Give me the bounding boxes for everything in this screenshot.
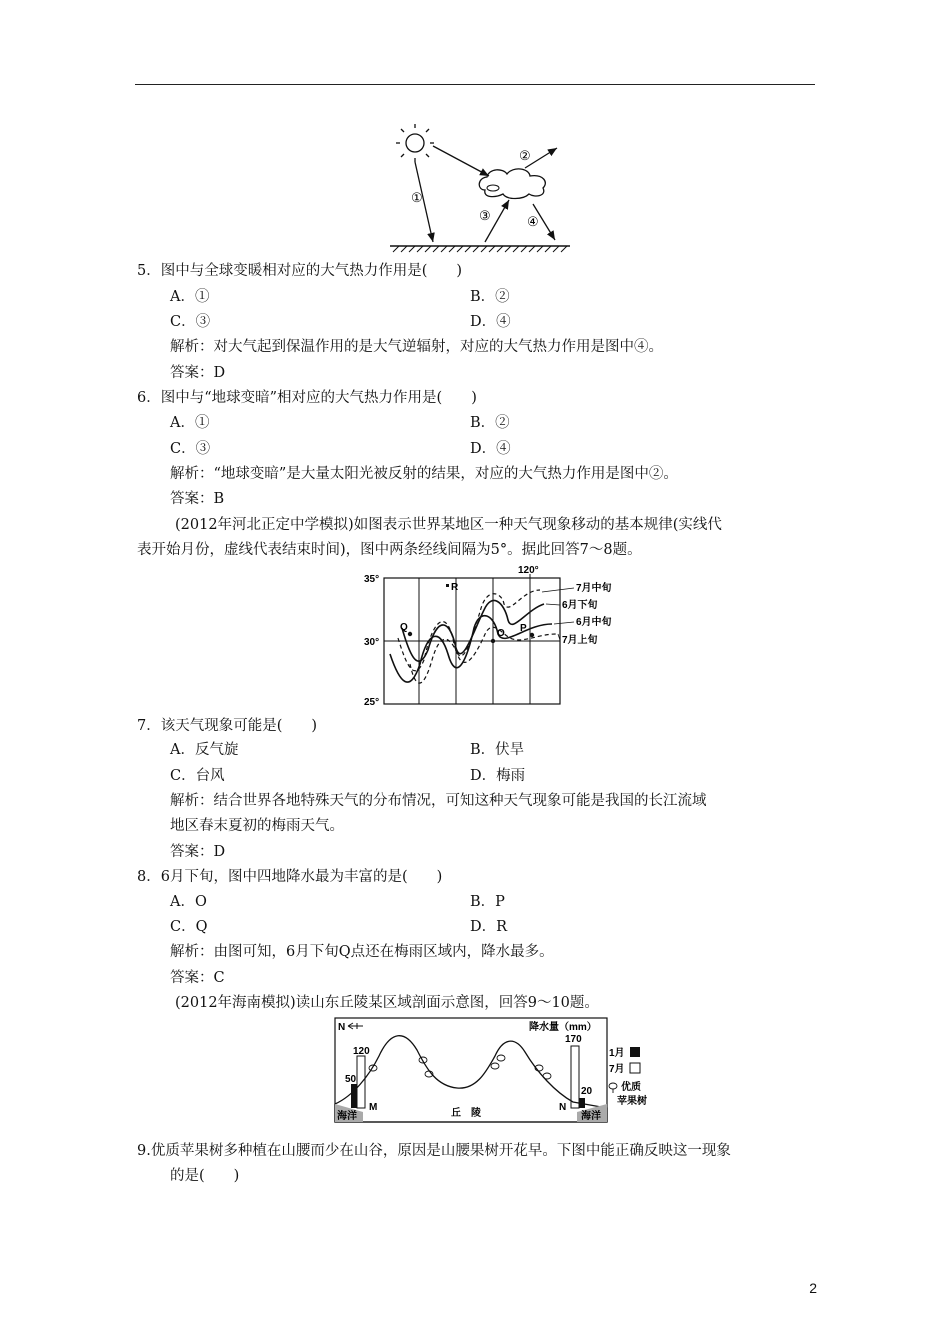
q6-stem: 6．图中与“地球变暗”相对应的大气热力作用是( ) bbox=[137, 390, 477, 406]
q8-answer: 答案：C bbox=[170, 970, 225, 986]
lat-25: 25° bbox=[364, 697, 380, 708]
q6-option-a[interactable]: A．① bbox=[170, 415, 210, 431]
point-o: O bbox=[497, 628, 505, 639]
q6-analysis: 解析：“地球变暗”是大量太阳光被反射的结果，对应的大气热力作用是图中②。 bbox=[170, 466, 678, 482]
page-number: 2 bbox=[809, 1280, 817, 1296]
q6-answer: 答案：B bbox=[170, 491, 225, 507]
legend-apple-1: 优质 bbox=[621, 1082, 641, 1093]
q7-stem: 7．该天气现象可能是( ) bbox=[137, 718, 318, 734]
lat-35: 35° bbox=[364, 574, 380, 585]
q8-option-d[interactable]: D．R bbox=[470, 919, 508, 935]
ground bbox=[390, 246, 570, 252]
point-p: P bbox=[520, 623, 527, 634]
q5-option-a[interactable]: A．① bbox=[170, 289, 210, 305]
q8-option-b[interactable]: B．P bbox=[470, 894, 505, 910]
hills-label: 丘 陵 bbox=[451, 1108, 481, 1119]
q7-analysis-line2: 地区春末夏初的梅雨天气。 bbox=[170, 818, 344, 834]
label-2: ② bbox=[519, 148, 531, 163]
left-value-120: 120 bbox=[353, 1046, 370, 1057]
q6-option-b[interactable]: B．② bbox=[470, 415, 510, 431]
q5-option-c[interactable]: C．③ bbox=[170, 314, 211, 330]
q6-option-d[interactable]: D．④ bbox=[470, 441, 511, 457]
q7-analysis-line1: 解析：结合世界各地特殊天气的分布情况，可知这种天气现象可能是我国的长江流域 bbox=[170, 793, 707, 809]
intro-7-8-line2: 表开始月份，虚线代表结束时间)，图中两条经线间隔为5°。据此回答7～8题。 bbox=[137, 542, 642, 558]
sea-left: 海洋 bbox=[337, 1111, 357, 1122]
apple-tree-legend-icon bbox=[609, 1083, 617, 1093]
q5-stem: 5．图中与全球变暖相对应的大气热力作用是( ) bbox=[137, 263, 463, 279]
right-value-20: 20 bbox=[581, 1086, 593, 1097]
label-1: ① bbox=[411, 190, 423, 205]
rain-belt-map bbox=[362, 564, 622, 709]
cloud-icon bbox=[479, 169, 545, 199]
intro-9-10-line1: (2012年海南模拟)读山东丘陵某区域剖面示意图，回答9～10题。 bbox=[175, 995, 599, 1011]
north-label: N bbox=[338, 1022, 346, 1033]
intro-7-8-line1: (2012年河北正定中学模拟)如图表示世界某地区一种天气现象移动的基本规律(实线代 bbox=[175, 517, 722, 533]
sea-right: 海洋 bbox=[581, 1111, 601, 1122]
legend-apple-2: 苹果树 bbox=[617, 1096, 647, 1107]
q9-stem-line2: 的是( ) bbox=[170, 1168, 240, 1184]
north-arrow-icon bbox=[348, 1023, 363, 1029]
q5-analysis: 解析：对大气起到保温作用的是大气逆辐射，对应的大气热力作用是图中④。 bbox=[170, 339, 663, 355]
legend-jun-late: 6月下旬 bbox=[562, 600, 598, 611]
legend-jul-mid: 7月中旬 bbox=[576, 583, 612, 594]
q5-option-d[interactable]: D．④ bbox=[470, 314, 511, 330]
q6-option-c[interactable]: C．③ bbox=[170, 441, 211, 457]
q5-option-b[interactable]: B．② bbox=[470, 289, 510, 305]
apple-tree-icon bbox=[369, 1055, 551, 1079]
legend-jul: 7月 bbox=[609, 1064, 625, 1075]
q8-option-a[interactable]: A．O bbox=[170, 894, 207, 910]
q7-option-a[interactable]: A．反气旋 bbox=[170, 742, 239, 758]
lon-120: 120° bbox=[518, 565, 539, 576]
q8-stem: 8．6月下旬，图中四地降水最为丰富的是( ) bbox=[137, 869, 443, 885]
label-4: ④ bbox=[527, 214, 539, 229]
point-n: N bbox=[559, 1102, 567, 1113]
q7-option-c[interactable]: C．台风 bbox=[170, 768, 225, 784]
q5-answer: 答案：D bbox=[170, 365, 226, 381]
q8-analysis: 解析：由图可知，6月下旬Q点还在梅雨区域内，降水最多。 bbox=[170, 944, 554, 960]
legend-jan: 1月 bbox=[609, 1048, 625, 1059]
point-m: M bbox=[369, 1102, 378, 1113]
q7-answer: 答案：D bbox=[170, 844, 226, 860]
header-rule bbox=[135, 84, 815, 85]
point-q: Q bbox=[400, 622, 408, 633]
precip-title: 降水量（mm） bbox=[529, 1022, 597, 1033]
legend-jul-early: 7月上旬 bbox=[562, 635, 598, 646]
lat-30: 30° bbox=[364, 637, 380, 648]
atmosphere-heat-diagram bbox=[385, 120, 575, 255]
right-value-170: 170 bbox=[565, 1034, 582, 1045]
sun-icon bbox=[396, 124, 434, 162]
point-r: R bbox=[451, 582, 459, 593]
hill-profile-diagram bbox=[333, 1016, 678, 1126]
label-3: ③ bbox=[479, 208, 491, 223]
legend-jun-mid: 6月中旬 bbox=[576, 617, 612, 628]
q8-option-c[interactable]: C．Q bbox=[170, 919, 208, 935]
left-value-50: 50 bbox=[345, 1074, 357, 1085]
q7-option-d[interactable]: D．梅雨 bbox=[470, 768, 526, 784]
q7-option-b[interactable]: B．伏旱 bbox=[470, 742, 525, 758]
q9-stem-line1: 9.优质苹果树多种植在山腰而少在山谷，原因是山腰果树开花早。下图中能正确反映这一现象 bbox=[137, 1143, 731, 1159]
